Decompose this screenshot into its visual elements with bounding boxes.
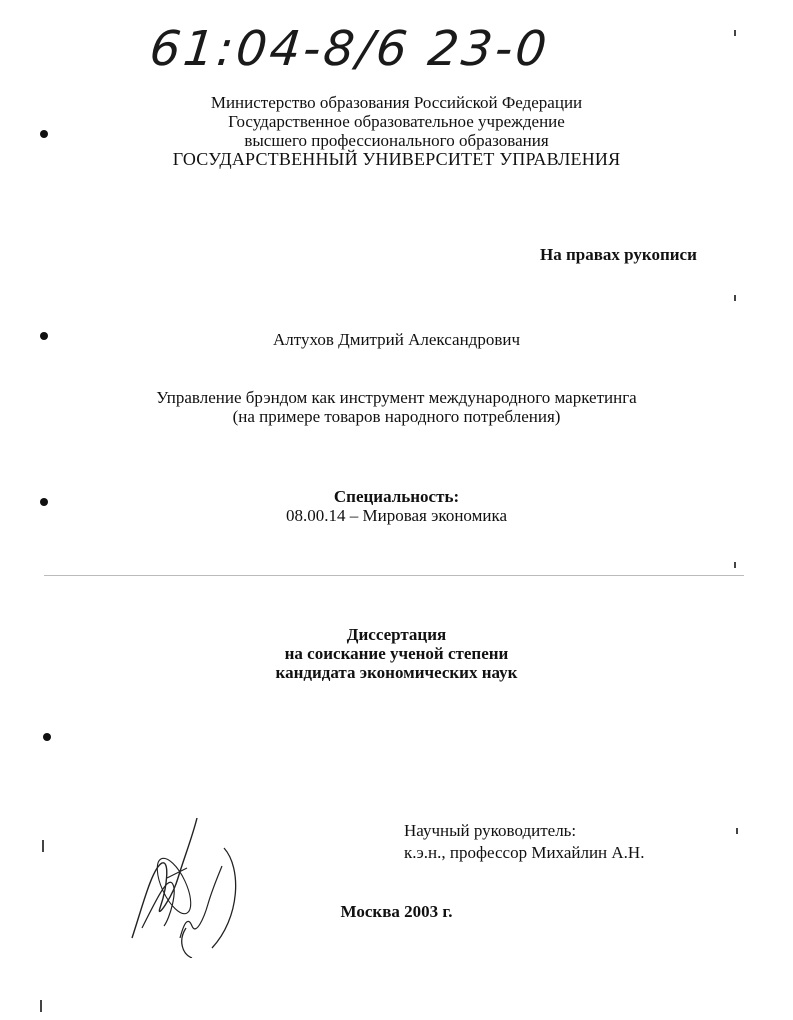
author-name: Алтухов Дмитрий Александрович: [273, 330, 520, 349]
supervisor-block: [404, 820, 644, 864]
scan-speck: [734, 30, 736, 36]
university-name: ГОСУДАРСТВЕННЫЙ УНИВЕРСИТЕТ УПРАВЛЕНИЯ: [172, 149, 621, 169]
dissertation-title: [0, 388, 793, 426]
degree-line-3: кандидата экономических наук: [275, 663, 518, 682]
title-line-2: (на примере товаров народного потребления): [232, 407, 561, 426]
handwritten-code-text: 61:04-8/6 23-0: [147, 21, 553, 77]
punch-hole-mark: [40, 332, 48, 340]
signature-stroke: [142, 868, 187, 928]
degree-line-2: на соискание ученой степени: [284, 644, 509, 663]
scan-speck: [736, 828, 738, 834]
scan-speck: [734, 562, 736, 568]
scan-speck: [40, 1000, 42, 1012]
scan-speck: [734, 295, 736, 301]
city-year: Москва 2003 г.: [340, 902, 453, 921]
specialty-label: Специальность:: [333, 487, 460, 506]
ministry-line: Министерство образования Российской Федерации: [210, 93, 583, 112]
punch-hole-mark: [40, 130, 48, 138]
degree-block: [0, 625, 793, 682]
education-level-line: высшего профессионального образования: [244, 131, 549, 150]
supervisor-label: Научный руководитель:: [404, 821, 577, 840]
signature-mark: [112, 808, 252, 958]
scan-speck: [42, 840, 44, 852]
signature-stroke: [180, 866, 222, 938]
specialty-block: [0, 487, 793, 525]
signature-paren: [212, 848, 236, 948]
title-line-1: Управление брэндом как инструмент международного маркетинга: [156, 388, 637, 407]
punch-hole-mark: [40, 498, 48, 506]
institution-header: [0, 93, 793, 169]
institution-type-line: Государственное образовательное учреждение: [228, 112, 565, 131]
signature-stroke: [132, 818, 197, 938]
scan-artifact-line: [44, 575, 744, 576]
signature-paren: [182, 928, 192, 958]
handwritten-code: [147, 14, 590, 84]
manuscript-note: На правах рукописи: [540, 245, 697, 264]
degree-line-1: Диссертация: [346, 625, 447, 644]
punch-hole-mark: [43, 733, 51, 741]
specialty-value: 08.00.14 – Мировая экономика: [286, 506, 507, 525]
supervisor-name: к.э.н., профессор Михайлин А.Н.: [404, 843, 645, 862]
author-block: [0, 330, 793, 349]
